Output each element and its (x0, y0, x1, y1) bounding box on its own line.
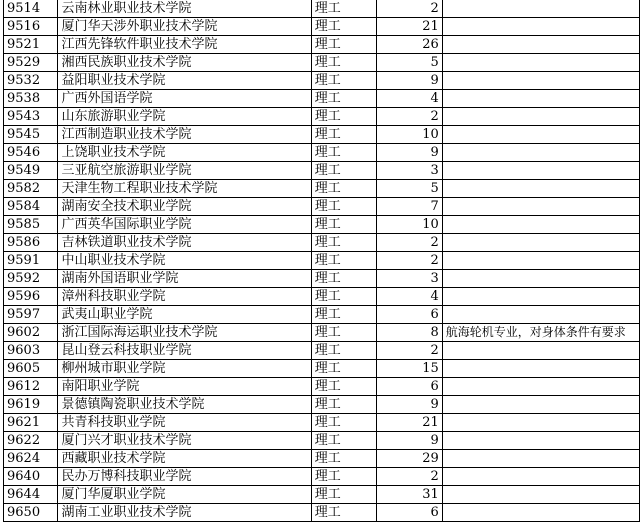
note-cell (442, 432, 639, 450)
school-code-cell: 9603 (4, 342, 58, 360)
school-code-cell: 9619 (4, 396, 58, 414)
table-row (4, 252, 640, 270)
table-body (4, 0, 640, 522)
school-name-cell: 共青科技职业学院 (58, 414, 311, 432)
school-name-cell: 漳州科技职业学院 (58, 288, 311, 306)
plan-count-cell: 7 (377, 198, 443, 216)
school-name-cell: 湘西民族职业技术学院 (58, 54, 311, 72)
table-row (4, 90, 640, 108)
table-row (4, 0, 640, 18)
note-cell (442, 414, 639, 432)
school-name-cell: 湖南安全技术职业学院 (58, 198, 311, 216)
plan-count-cell: 9 (377, 72, 443, 90)
school-name-cell: 南阳职业学院 (58, 378, 311, 396)
plan-count-cell: 2 (377, 252, 443, 270)
category-cell: 理工 (311, 216, 376, 234)
note-cell (442, 360, 639, 378)
school-name-cell: 广西外国语学院 (58, 90, 311, 108)
category-cell: 理工 (311, 72, 376, 90)
category-cell: 理工 (311, 288, 376, 306)
school-name-cell: 上饶职业技术学院 (58, 144, 311, 162)
category-cell: 理工 (311, 126, 376, 144)
plan-count-cell: 6 (377, 504, 443, 522)
school-code-cell: 9602 (4, 324, 58, 342)
category-cell: 理工 (311, 414, 376, 432)
school-code-cell: 9521 (4, 36, 58, 54)
plan-count-cell: 10 (377, 216, 443, 234)
school-name-cell: 中山职业技术学院 (58, 252, 311, 270)
school-code-cell: 9549 (4, 162, 58, 180)
note-cell (442, 468, 639, 486)
category-cell: 理工 (311, 486, 376, 504)
table-row (4, 414, 640, 432)
school-code-cell: 9543 (4, 108, 58, 126)
note-cell (442, 18, 639, 36)
category-cell: 理工 (311, 504, 376, 522)
note-cell (442, 270, 639, 288)
note-cell (442, 378, 639, 396)
note-cell (442, 396, 639, 414)
table-row (4, 396, 640, 414)
school-code-cell: 9605 (4, 360, 58, 378)
note-cell (442, 90, 639, 108)
table-row (4, 270, 640, 288)
school-code-cell: 9597 (4, 306, 58, 324)
note-cell (442, 198, 639, 216)
plan-count-cell: 4 (377, 90, 443, 108)
plan-count-cell: 2 (377, 234, 443, 252)
table-row (4, 18, 640, 36)
school-code-cell: 9516 (4, 18, 58, 36)
category-cell: 理工 (311, 432, 376, 450)
school-name-cell: 民办万博科技职业学院 (58, 468, 311, 486)
table-row (4, 342, 640, 360)
plan-count-cell: 9 (377, 144, 443, 162)
category-cell: 理工 (311, 342, 376, 360)
plan-count-cell: 26 (377, 36, 443, 54)
school-code-cell: 9596 (4, 288, 58, 306)
table-row (4, 180, 640, 198)
school-code-cell: 9546 (4, 144, 58, 162)
table-row (4, 450, 640, 468)
note-cell (442, 180, 639, 198)
school-name-cell: 湖南工业职业技术学院 (58, 504, 311, 522)
plan-count-cell: 15 (377, 360, 443, 378)
table-row (4, 162, 640, 180)
category-cell: 理工 (311, 0, 376, 18)
category-cell: 理工 (311, 270, 376, 288)
table-row (4, 234, 640, 252)
category-cell: 理工 (311, 450, 376, 468)
school-code-cell: 9592 (4, 270, 58, 288)
category-cell: 理工 (311, 198, 376, 216)
plan-count-cell: 8 (377, 324, 443, 342)
school-code-cell: 9582 (4, 180, 58, 198)
category-cell: 理工 (311, 180, 376, 198)
plan-count-cell: 21 (377, 414, 443, 432)
note-cell (442, 162, 639, 180)
category-cell: 理工 (311, 252, 376, 270)
category-cell: 理工 (311, 18, 376, 36)
plan-count-cell: 2 (377, 342, 443, 360)
school-name-cell: 江西制造职业技术学院 (58, 126, 311, 144)
table-row (4, 108, 640, 126)
plan-count-cell: 31 (377, 486, 443, 504)
note-cell (442, 216, 639, 234)
note-cell (442, 54, 639, 72)
school-code-cell: 9622 (4, 432, 58, 450)
note-cell (442, 342, 639, 360)
category-cell: 理工 (311, 378, 376, 396)
category-cell: 理工 (311, 306, 376, 324)
school-code-cell: 9538 (4, 90, 58, 108)
category-cell: 理工 (311, 396, 376, 414)
table-row (4, 432, 640, 450)
table-row (4, 216, 640, 234)
school-name-cell: 广西英华国际职业学院 (58, 216, 311, 234)
school-code-cell: 9514 (4, 0, 58, 18)
plan-count-cell: 9 (377, 432, 443, 450)
school-code-cell: 9585 (4, 216, 58, 234)
school-code-cell: 9650 (4, 504, 58, 522)
table-row (4, 288, 640, 306)
note-cell (442, 234, 639, 252)
school-name-cell: 天津生物工程职业技术学院 (58, 180, 311, 198)
school-name-cell: 山东旅游职业学院 (58, 108, 311, 126)
category-cell: 理工 (311, 162, 376, 180)
category-cell: 理工 (311, 108, 376, 126)
category-cell: 理工 (311, 234, 376, 252)
school-code-cell: 9529 (4, 54, 58, 72)
note-cell (442, 252, 639, 270)
school-code-cell: 9545 (4, 126, 58, 144)
plan-count-cell: 5 (377, 180, 443, 198)
school-code-cell: 9621 (4, 414, 58, 432)
school-code-cell: 9586 (4, 234, 58, 252)
category-cell: 理工 (311, 468, 376, 486)
plan-count-cell: 3 (377, 270, 443, 288)
plan-count-cell: 5 (377, 54, 443, 72)
school-name-cell: 厦门华天涉外职业技术学院 (58, 18, 311, 36)
plan-count-cell: 6 (377, 378, 443, 396)
table-row (4, 54, 640, 72)
school-name-cell: 武夷山职业学院 (58, 306, 311, 324)
table-row (4, 126, 640, 144)
note-cell (442, 288, 639, 306)
table-row (4, 504, 640, 522)
note-cell (442, 72, 639, 90)
note-cell (442, 108, 639, 126)
plan-count-cell: 6 (377, 306, 443, 324)
school-code-cell: 9624 (4, 450, 58, 468)
plan-count-cell: 29 (377, 450, 443, 468)
plan-count-cell: 9 (377, 396, 443, 414)
table-row (4, 198, 640, 216)
plan-count-cell: 21 (377, 18, 443, 36)
plan-count-cell: 2 (377, 468, 443, 486)
table-row (4, 468, 640, 486)
admission-table (3, 0, 640, 522)
note-cell: 航海轮机专业，对身体条件有要求 (442, 324, 639, 342)
note-cell (442, 0, 639, 18)
school-name-cell: 吉林铁道职业技术学院 (58, 234, 311, 252)
note-cell (442, 144, 639, 162)
school-name-cell: 厦门华厦职业学院 (58, 486, 311, 504)
school-name-cell: 柳州城市职业学院 (58, 360, 311, 378)
school-code-cell: 9584 (4, 198, 58, 216)
school-name-cell: 湖南外国语职业学院 (58, 270, 311, 288)
school-name-cell: 西藏职业技术学院 (58, 450, 311, 468)
note-cell (442, 126, 639, 144)
category-cell: 理工 (311, 36, 376, 54)
school-name-cell: 云南林业职业技术学院 (58, 0, 311, 18)
note-cell (442, 486, 639, 504)
table-row (4, 360, 640, 378)
table-row (4, 72, 640, 90)
category-cell: 理工 (311, 90, 376, 108)
school-name-cell: 昆山登云科技职业学院 (58, 342, 311, 360)
category-cell: 理工 (311, 54, 376, 72)
school-code-cell: 9612 (4, 378, 58, 396)
category-cell: 理工 (311, 360, 376, 378)
school-name-cell: 江西先锋软件职业技术学院 (58, 36, 311, 54)
note-cell (442, 504, 639, 522)
note-cell (442, 450, 639, 468)
plan-count-cell: 2 (377, 108, 443, 126)
plan-count-cell: 10 (377, 126, 443, 144)
school-code-cell: 9532 (4, 72, 58, 90)
category-cell: 理工 (311, 144, 376, 162)
table-row (4, 486, 640, 504)
note-cell (442, 306, 639, 324)
note-cell (442, 36, 639, 54)
school-name-cell: 厦门兴才职业技术学院 (58, 432, 311, 450)
school-code-cell: 9644 (4, 486, 58, 504)
plan-count-cell: 4 (377, 288, 443, 306)
table-row (4, 306, 640, 324)
table-row (4, 324, 640, 342)
school-name-cell: 景德镇陶瓷职业技术学院 (58, 396, 311, 414)
plan-count-cell: 2 (377, 0, 443, 18)
school-code-cell: 9640 (4, 468, 58, 486)
school-name-cell: 三亚航空旅游职业学院 (58, 162, 311, 180)
table-row (4, 378, 640, 396)
plan-count-cell: 3 (377, 162, 443, 180)
school-code-cell: 9591 (4, 252, 58, 270)
school-name-cell: 益阳职业技术学院 (58, 72, 311, 90)
school-name-cell: 浙江国际海运职业技术学院 (58, 324, 311, 342)
table-row (4, 144, 640, 162)
table-row (4, 36, 640, 54)
category-cell: 理工 (311, 324, 376, 342)
